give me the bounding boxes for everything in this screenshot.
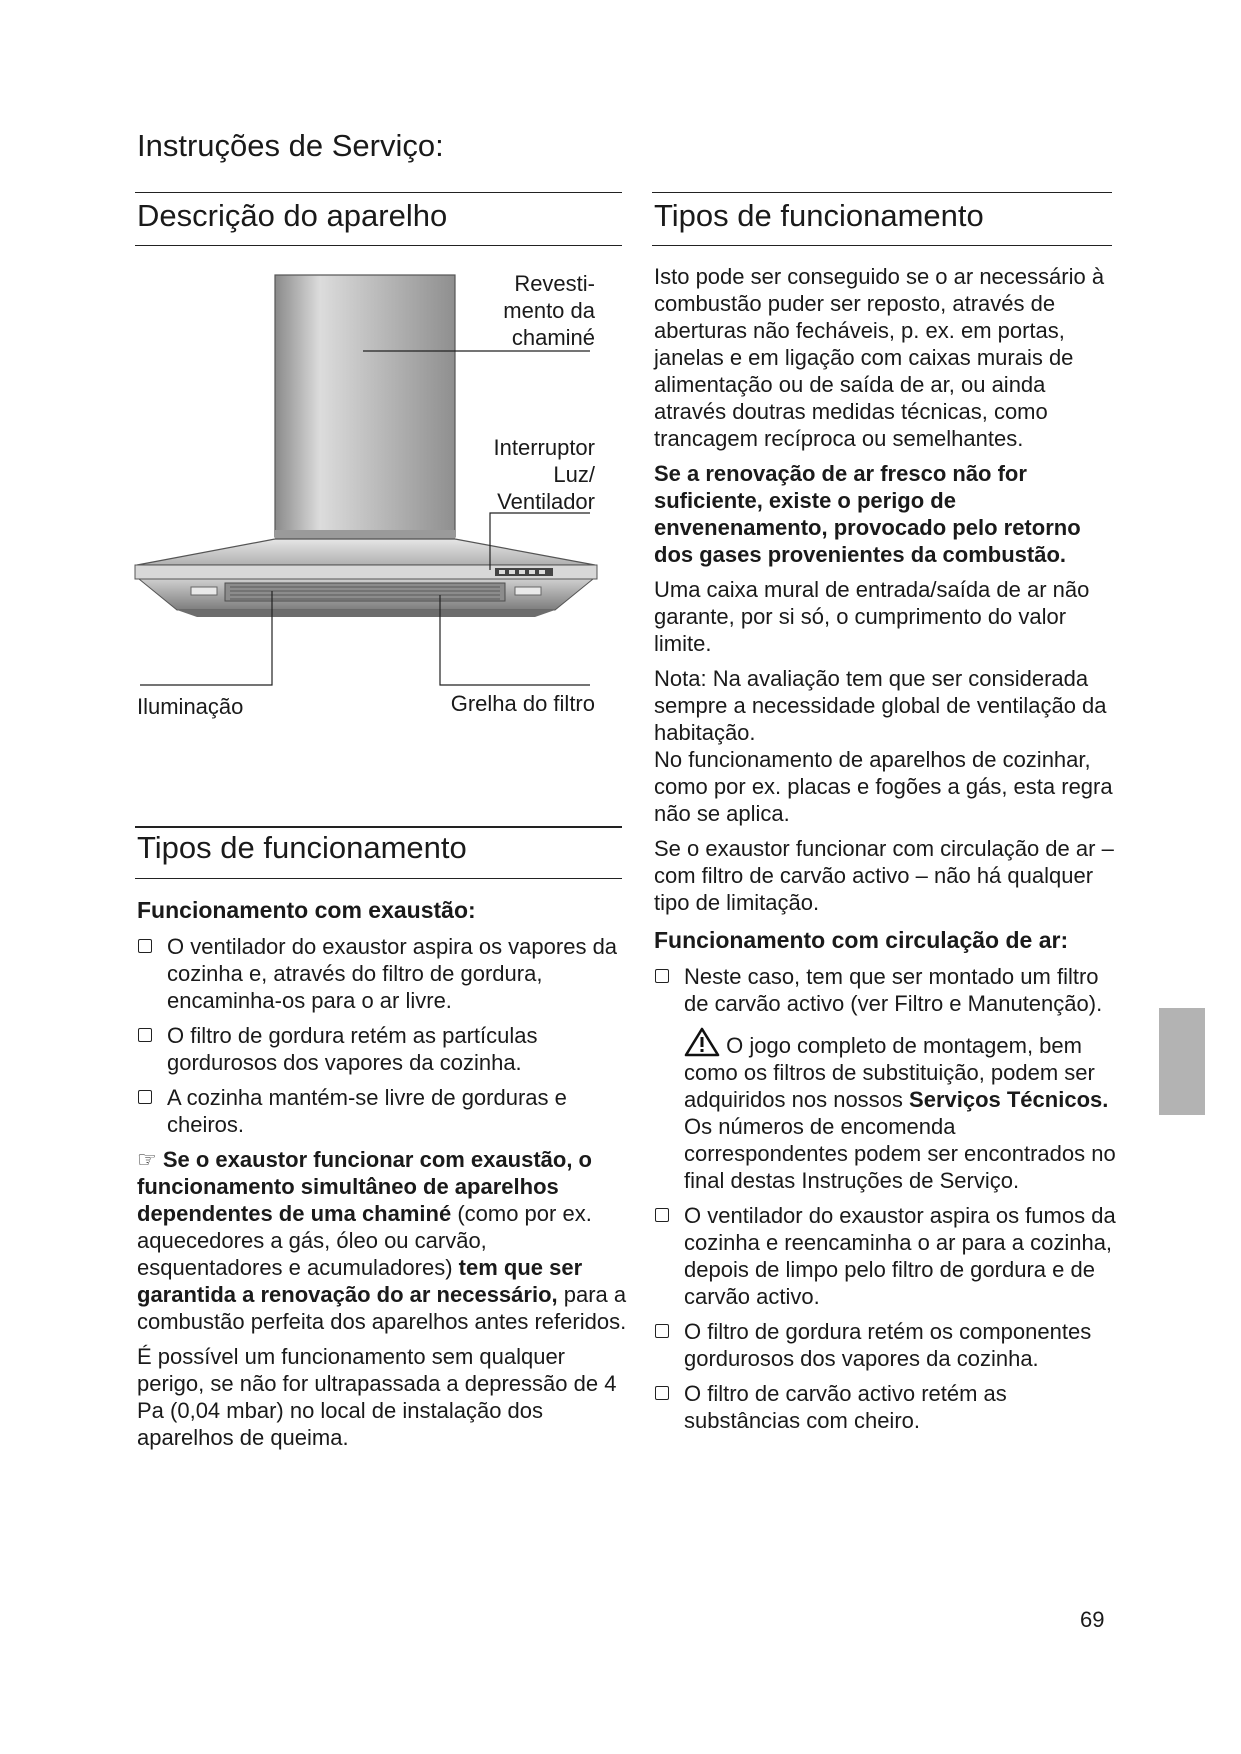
right-heading-underline [652, 245, 1112, 246]
paragraph: Uma caixa mural de entrada/saída de ar não garante, por si só, o cumprimento do valor limite. [654, 577, 1090, 656]
checkbox-icon [138, 1090, 152, 1104]
checkbox-icon [138, 1028, 152, 1042]
final-paragraph: É possível um funcionamento sem qualquer perigo, se não for ultrapassada a depressão de 4 Pa (0,04 mbar) no local de instalação dos aparelhos de queima. [137, 1344, 617, 1450]
left-heading2: Tipos de funcionamento [137, 830, 467, 865]
checkbox-icon [655, 1324, 669, 1338]
left-heading-underline [135, 245, 622, 246]
left-heading: Descrição do aparelho [137, 198, 448, 233]
warning-triangle-icon [684, 1027, 720, 1057]
right-heading: Tipos de funcionamento [654, 198, 984, 233]
checkbox-icon [138, 939, 152, 953]
list-item: O filtro de gordura retém os componentes gordurosos dos vapores da cozinha. [654, 1318, 1122, 1372]
label-lighting: Iluminação [137, 694, 244, 719]
checkbox-icon [655, 969, 669, 983]
checkbox-icon [655, 1386, 669, 1400]
pointing-hand-icon: ☞ [137, 1147, 157, 1172]
warning-paragraph: ☞ Se o exaustor funcionar com exaustão, o funcionamento simultâneo de aparelhos dependentes de uma chaminé (como por ex. aquecedores a gás, óleo ou carvão, esquentadores e acumuladores) tem que ser garantida a renovação do ar necessário, para a combustão perfeita dos aparelhos antes referidos. [137, 1147, 627, 1334]
left-heading2-underline [135, 878, 622, 879]
left-body [137, 896, 627, 1451]
note-paragraph: Nota: Na avaliação tem que ser considerada sempre a necessidade global de ventilação da habitação. [654, 666, 1107, 745]
label-filter-grille: Grelha do filtro [450, 691, 595, 716]
subheading-exhaust: Funcionamento com exaustão: [137, 897, 476, 923]
page-title: Instruções de Serviço: [137, 128, 444, 163]
paragraph: Isto pode ser conseguido se o ar necessário à combustão puder ser reposto, através de aberturas não fecháveis, p. ex. em portas, janelas e em ligação com caixas murais de alimentação ou de saída de ar, ou ainda através doutras medidas técnicas, como trancagem recíproca ou semelhantes. [654, 264, 1105, 451]
left-section2-rule [135, 826, 622, 828]
checkbox-icon [655, 1208, 669, 1222]
list-item: A cozinha mantém-se livre de gorduras e cheiros. [137, 1084, 627, 1138]
list-item: O ventilador do exaustor aspira os vapores da cozinha e, através do filtro de gordura, encaminha-os para o ar livre. [137, 933, 627, 1014]
right-body [654, 263, 1122, 1442]
left-top-rule [135, 192, 622, 193]
right-top-rule [652, 192, 1112, 193]
page-number: 69 [1080, 1607, 1105, 1632]
list-item: Neste caso, tem que ser montado um filtro de carvão activo (ver Filtro e Manutenção). [654, 963, 1122, 1017]
caution-note: O jogo completo de montagem, bem como os filtros de substituição, podem ser adquiridos nos nossos Serviços Técnicos. Os números de encomenda correspondentes podem ser encontrados no final destas Instruções de Serviço. [654, 1027, 1122, 1194]
hood-canopy [137, 539, 595, 565]
section-tab-marker [1159, 1008, 1205, 1115]
list-item: O filtro de gordura retém as partículas gordurosos dos vapores da cozinha. [137, 1022, 627, 1076]
paragraph: Se o exaustor funcionar com circulação de ar – com filtro de carvão activo – não há qualquer tipo de limitação. [654, 836, 1114, 915]
list-item: O filtro de carvão activo retém as substâncias com cheiro. [654, 1380, 1122, 1434]
label-switch: Interruptor Luz/ Ventilador [493, 435, 595, 514]
paragraph: No funcionamento de aparelhos de cozinhar, como por ex. placas e fogões a gás, esta regra não se aplica. [654, 747, 1113, 826]
filter-grille [225, 583, 505, 601]
list-item: O ventilador do exaustor aspira os fumos da cozinha e reencaminha o ar para a cozinha, depois de limpo pelo filtro de gordura e de carvão activo. [654, 1202, 1122, 1310]
danger-paragraph: Se a renovação de ar fresco não for suficiente, existe o perigo de envenenamento, provocado pelo retorno dos gases provenientes da combustão. [654, 461, 1081, 567]
label-chimney-cover: Revesti- mento da chaminé [503, 271, 595, 350]
subheading-recirculation: Funcionamento com circulação de ar: [654, 927, 1069, 953]
chimney-cover [275, 275, 455, 537]
